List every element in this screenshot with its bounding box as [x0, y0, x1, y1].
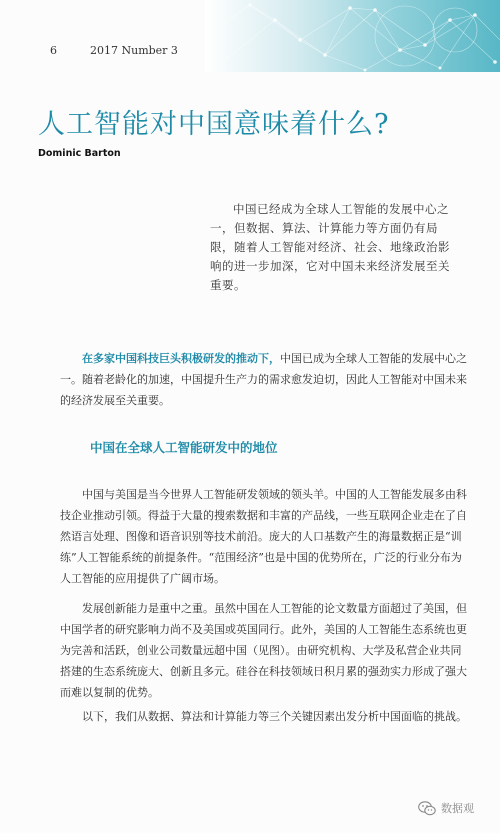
watermark	[418, 800, 474, 816]
issue-label: 2017 Number 3	[90, 44, 178, 57]
pull-quote: 中国已经成为全球人工智能的发展中心之一，但数据、算法、计算能力等方面仍有局限，随着人工智能对经济、社会、地缘政治影响的进一步加深，它对中国未来经济发展至关重要。	[210, 202, 450, 292]
body-paragraph: 中国与美国是当今世界人工智能研发领域的领头羊。中国的人工智能发展多由科技企业推动引领。得益于大量的搜索数据和丰富的产品线，一些互联网企业走在了自然语言处理、图像和语音识别等技术前沿。庞大的人口基数产生的海量数据正是“训练”人工智能系统的前提条件。“范围经济”也是中国的优势所在，广泛的行业分布为人工智能的应用提供了广阔市场。	[60, 488, 467, 585]
section-heading: 中国在全球人工智能研发中的地位	[90, 440, 278, 455]
page-number: 6	[50, 44, 57, 57]
intro-lead: 在多家中国科技巨头积极研发的推动下，	[82, 352, 280, 365]
watermark-label: 数据观	[441, 802, 474, 815]
header-network-graphic	[205, 0, 500, 72]
body-paragraph: 以下，我们从数据、算法和计算能力等三个关键因素出发分析中国面临的挑战。	[82, 710, 467, 723]
network-pattern	[205, 0, 500, 72]
body-paragraph: 发展创新能力是重中之重。虽然中国在人工智能的论文数量方面超过了美国，但中国学者的研究影响力尚不及美国或英国同行。此外，美国的人工智能生态系统也更为完善和活跃，创业公司数量远超中国（见图）。由研究机构、大学及私营企业共同搭建的生态系统庞大、创新且多元。硅谷在科技领域日积月累的强劲实力形成了强大而难以复制的优势。	[60, 602, 467, 699]
article-title: 人工智能对中国意味着什么?	[38, 109, 390, 140]
intro-rest: 中国已成为全球人工智能的发展中心之一。随着老龄化的加速，中国提升生产力的需求愈发迫切，因此人工智能对中国未来的经济发展至关重要。	[60, 352, 467, 407]
wechat-icon	[418, 801, 436, 816]
intro-paragraph	[60, 348, 470, 411]
author-name: Dominic Barton	[38, 148, 121, 159]
